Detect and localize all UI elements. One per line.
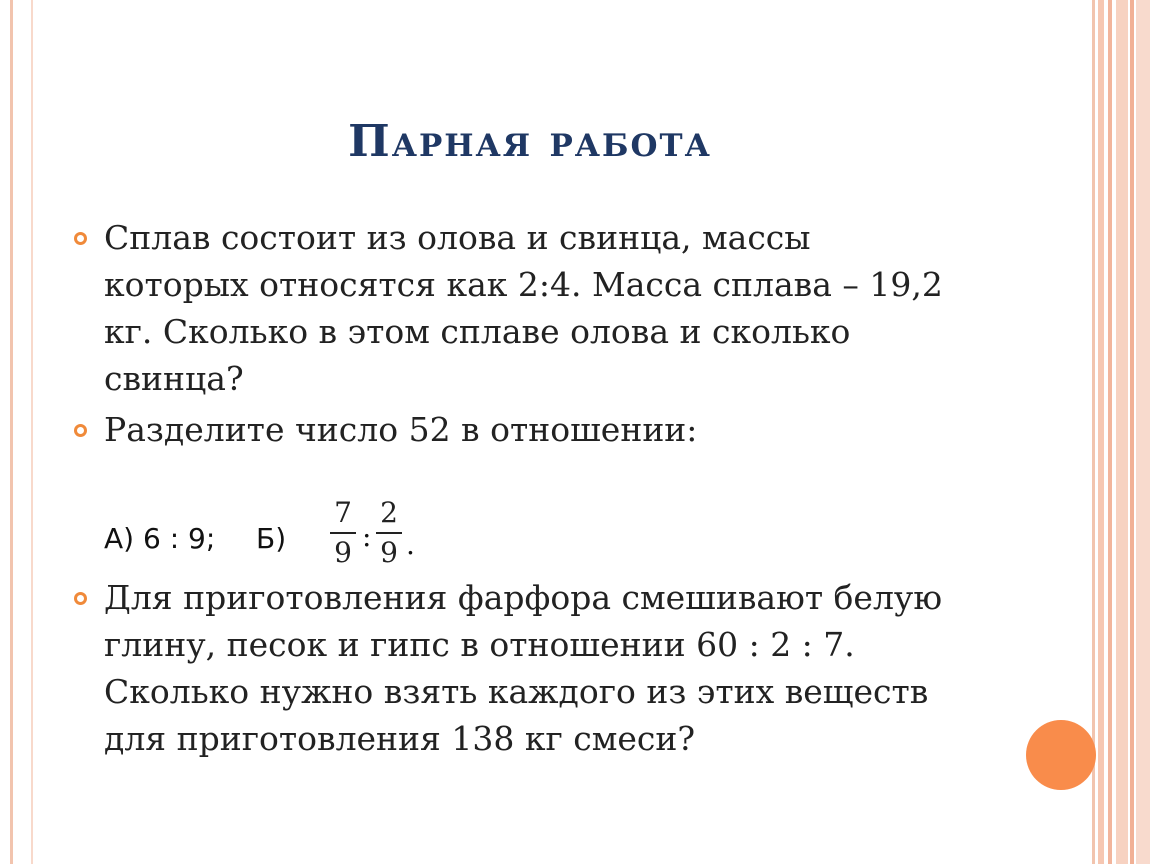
bullet-circle-icon: [74, 424, 87, 437]
text-line: Для приготовления фарфора смешивают белую: [104, 578, 943, 617]
slide-title: Парная работа: [348, 116, 712, 167]
stripe: [1098, 0, 1104, 864]
bullet-text: [104, 214, 943, 402]
fraction-bar: [376, 532, 402, 534]
fraction-bar: [330, 532, 356, 534]
bullet-circle-icon: [74, 232, 87, 245]
ratio-separator: :: [362, 520, 372, 553]
text-line: глину, песок и гипс в отношении 60 : 2 : 7.: [104, 625, 855, 664]
fraction-2-9: [376, 498, 402, 568]
text-line: которых относятся как 2:4. Масса сплава – 19,2: [104, 265, 943, 304]
stripe: [1136, 0, 1150, 864]
fraction-numerator: 2: [380, 496, 398, 529]
text-line: кг. Сколько в этом сплаве олова и сколько: [104, 312, 851, 351]
text-line: для приготовления 138 кг смеси?: [104, 719, 696, 758]
fraction-7-9: [330, 498, 356, 568]
fraction-numerator: 7: [334, 496, 352, 529]
text-line: Сплав состоит из олова и свинца, массы: [104, 218, 811, 257]
decorative-stripes: [1098, 0, 1150, 864]
option-a: А) 6 : 9;: [104, 522, 216, 555]
decorative-circle-icon: [1026, 720, 1096, 790]
text-line: Сколько нужно взять каждого из этих веществ: [104, 672, 929, 711]
text-line: свинца?: [104, 359, 244, 398]
ratio-end-dot: .: [406, 528, 415, 561]
fraction-denominator: 9: [334, 536, 352, 569]
stripe: [1108, 0, 1112, 864]
bullet-text: [104, 574, 942, 762]
option-b-label: Б): [256, 522, 287, 555]
bullet-text: [104, 406, 697, 453]
stripe: [1130, 0, 1134, 864]
bullet-circle-icon: [74, 592, 87, 605]
text-line: Разделите число 52 в отношении:: [104, 410, 698, 449]
stripe: [1116, 0, 1128, 864]
fraction-denominator: 9: [380, 536, 398, 569]
